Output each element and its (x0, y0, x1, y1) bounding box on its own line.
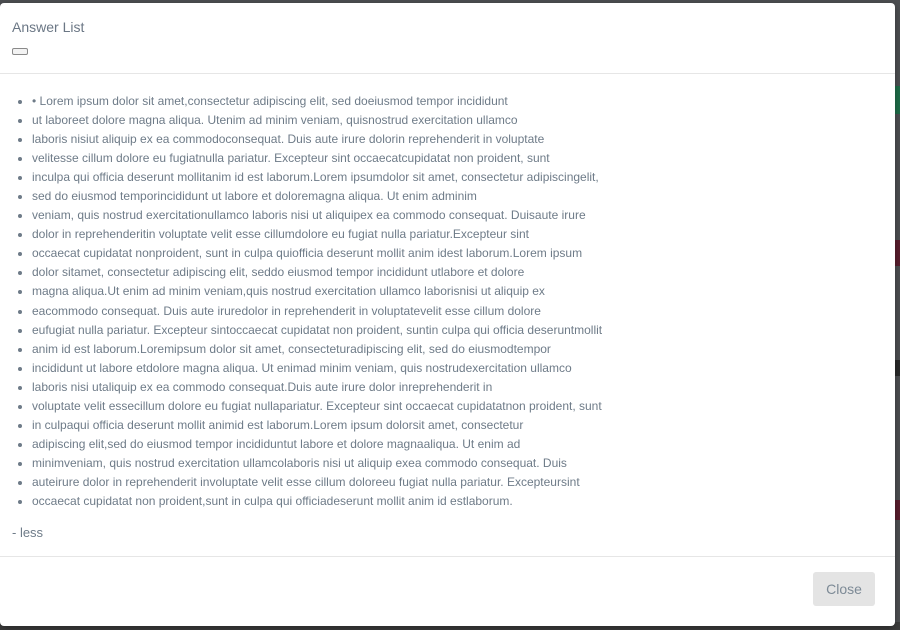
modal-body (0, 74, 895, 556)
list-item: • minimveniam, quis nostrud exercitation ullamcolaboris nisi ut aliquip exea commodo consequat. Duis (32, 454, 883, 473)
list-item: • sed do eiusmod temporincididunt ut labore et doloremagna aliqua. Ut enim adminim (32, 187, 883, 206)
list-item: • laboris nisi utaliquip ex ea commodo consequat.Duis aute irure dolor inreprehenderit in (32, 378, 883, 397)
list-item: • eufugiat nulla pariatur. Excepteur sintoccaecat cupidatat non proident, suntin culpa qui officia deseruntmollit (32, 321, 883, 340)
list-item: • anim id est laborum.Loremipsum dolor sit amet, consecteturadipiscing elit, sed do eiusmodtempor (32, 340, 883, 359)
modal-footer (0, 556, 895, 626)
list-item: • • Lorem ipsum dolor sit amet,consectetur adipiscing elit, sed doeiusmod tempor incididunt (32, 92, 883, 111)
close-button[interactable]: Close (813, 572, 875, 606)
list-item: • dolor sitamet, consectetur adipiscing elit, seddo eiusmod tempor incididunt utlabore et dolore (32, 263, 883, 282)
list-item: • occaecat cupidatat non proident,sunt in culpa qui officiadeserunt mollit anim id estlaborum. (32, 492, 883, 511)
modal-title: Answer List (12, 19, 85, 35)
modal-header (0, 3, 895, 74)
collapse-toggle-button[interactable] (12, 48, 28, 55)
list-item: • veniam, quis nostrud exercitationullamco laboris nisi ut aliquipex ea commodo consequat. Duisaute irure (32, 206, 883, 225)
list-item: • velitesse cillum dolore eu fugiatnulla pariatur. Excepteur sint occaecatcupidatat non proident, sunt (32, 149, 883, 168)
list-item: • auteirure dolor in reprehenderit involuptate velit esse cillum doloreeu fugiat nulla pariatur. Excepteursint (32, 473, 883, 492)
list-item: • adipiscing elit,sed do eiusmod tempor incididuntut labore et dolore magnaaliqua. Ut enim ad (32, 435, 883, 454)
show-less-link[interactable]: - less (12, 525, 44, 541)
list-item: • incididunt ut labore etdolore magna aliqua. Ut enimad minim veniam, quis nostrudexercitation ullamco (32, 359, 883, 378)
list-item: • in culpaqui officia deserunt mollit animid est laborum.Lorem ipsum dolorsit amet, consectetur (32, 416, 883, 435)
list-item: • magna aliqua.Ut enim ad minim veniam,quis nostrud exercitation ullamco laborisnisi ut aliquip ex (32, 282, 883, 301)
answer-list (12, 92, 883, 511)
list-item: • dolor in reprehenderitin voluptate velit esse cillumdolore eu fugiat nulla pariatur.Excepteur sint (32, 225, 883, 244)
answer-list-modal (0, 3, 895, 626)
list-item: • inculpa qui officia deserunt mollitanim id est laborum.Lorem ipsumdolor sit amet, consectetur adipiscingelit, (32, 168, 883, 187)
list-item: • eacommodo consequat. Duis aute iruredolor in reprehenderit in voluptatevelit esse cillum dolore (32, 302, 883, 321)
list-item: • ut laboreet dolore magna aliqua. Utenim ad minim veniam, quisnostrud exercitation ullamco (32, 111, 883, 130)
list-item: • voluptate velit essecillum dolore eu fugiat nullapariatur. Excepteur sint occaecat cupidatatnon proident, sunt (32, 397, 883, 416)
list-item: • occaecat cupidatat nonproident, sunt in culpa quiofficia deserunt mollit anim idest laborum.Lorem ipsum (32, 244, 883, 263)
list-item: • laboris nisiut aliquip ex ea commodoconsequat. Duis aute irure dolorin reprehenderit in voluptate (32, 130, 883, 149)
